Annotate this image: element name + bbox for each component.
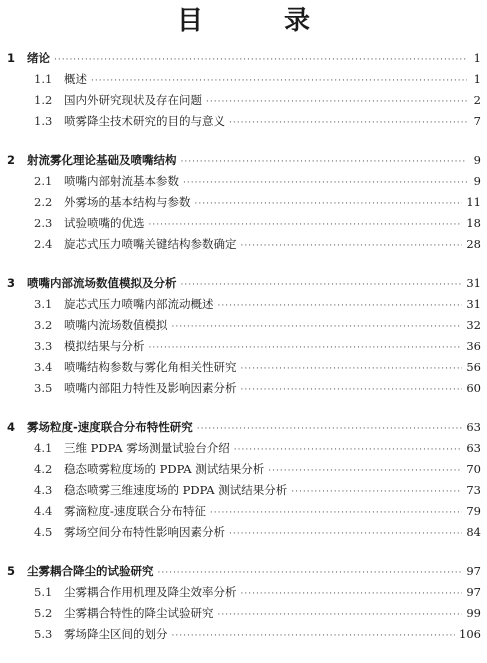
page-number: 1 <box>473 51 481 65</box>
section-entry[interactable] <box>0 480 487 501</box>
dot-leader <box>241 236 463 257</box>
page-number: 31 <box>466 297 481 311</box>
chapter-block <box>0 561 487 645</box>
section-title: 尘雾耦合特性的降尘试验研究 <box>64 606 214 620</box>
page-number: 97 <box>466 585 481 599</box>
chapter-number: 4 <box>7 420 16 434</box>
section-entry[interactable] <box>0 459 487 480</box>
dot-leader <box>54 50 467 71</box>
dot-leader <box>181 152 468 173</box>
page-number: 70 <box>466 462 481 476</box>
section-title: 稳态喷雾粒度场的 PDPA 测试结果分析 <box>64 462 265 476</box>
section-title: 喷嘴内部射流基本参数 <box>64 174 179 188</box>
chapter-number: 2 <box>7 153 16 167</box>
section-entry[interactable] <box>0 171 487 192</box>
chapter-title: 喷嘴内部流场数值模拟及分析 <box>27 276 177 290</box>
page-number: 9 <box>473 153 481 167</box>
section-title: 三维 PDPA 雾场测量试验台介绍 <box>64 441 230 455</box>
page-number: 106 <box>459 627 481 641</box>
chapter-entry[interactable] <box>0 561 487 582</box>
page-number: 32 <box>466 318 481 332</box>
chapter-number: 5 <box>7 564 16 578</box>
section-number: 2.4 <box>34 237 53 251</box>
dot-leader <box>206 92 467 113</box>
chapter-block <box>0 150 487 255</box>
table-of-contents <box>0 48 487 663</box>
section-number: 2.3 <box>34 216 53 230</box>
section-number: 5.1 <box>34 585 53 599</box>
chapter-entry[interactable] <box>0 48 487 69</box>
dot-leader <box>158 563 463 584</box>
dot-leader <box>234 440 463 461</box>
section-number: 3.1 <box>34 297 53 311</box>
section-number: 1.1 <box>34 72 53 86</box>
section-title: 稳态喷雾三维速度场的 PDPA 测试结果分析 <box>64 483 288 497</box>
dot-leader <box>210 503 462 524</box>
section-number: 1.2 <box>34 93 53 107</box>
section-title: 概述 <box>64 72 87 86</box>
section-title: 试验喷嘴的优选 <box>64 216 145 230</box>
section-number: 4.5 <box>34 525 53 539</box>
dot-leader <box>218 296 463 317</box>
section-entry[interactable] <box>0 192 487 213</box>
page-number: 36 <box>466 339 481 353</box>
page-number: 1 <box>473 72 481 86</box>
section-entry[interactable] <box>0 522 487 543</box>
dot-leader <box>241 380 463 401</box>
dot-leader <box>241 584 463 605</box>
section-title: 模拟结果与分析 <box>64 339 145 353</box>
section-entry[interactable] <box>0 378 487 399</box>
section-entry[interactable] <box>0 501 487 522</box>
page-number: 28 <box>466 237 481 251</box>
chapter-number: 3 <box>7 276 16 290</box>
dot-leader <box>229 113 467 134</box>
section-entry[interactable] <box>0 234 487 255</box>
section-title: 国内外研究现状及存在问题 <box>64 93 202 107</box>
dot-leader <box>268 461 462 482</box>
dot-leader <box>195 194 463 215</box>
page-number: 2 <box>473 93 481 107</box>
section-title: 尘雾耦合作用机理及降尘效率分析 <box>64 585 237 599</box>
section-title: 外雾场的基本结构与参数 <box>64 195 191 209</box>
chapter-entry[interactable] <box>0 417 487 438</box>
page-number: 79 <box>466 504 481 518</box>
section-title: 喷嘴内流场数值模拟 <box>64 318 168 332</box>
section-title: 喷嘴结构参数与雾化角相关性研究 <box>64 360 237 374</box>
section-title: 雾场空间分布特性影响因素分析 <box>64 525 225 539</box>
section-entry[interactable] <box>0 357 487 378</box>
dot-leader <box>229 524 462 545</box>
chapter-entry[interactable] <box>0 273 487 294</box>
section-title: 喷嘴内部阻力特性及影响因素分析 <box>64 381 237 395</box>
section-number: 2.2 <box>34 195 53 209</box>
page-number: 18 <box>466 216 481 230</box>
page-number: 63 <box>466 420 481 434</box>
dot-leader <box>218 605 463 626</box>
dot-leader <box>291 482 462 503</box>
dot-leader <box>172 317 463 338</box>
section-number: 1.3 <box>34 114 53 128</box>
page-number: 99 <box>466 606 481 620</box>
page-number: 9 <box>473 174 481 188</box>
page-number: 7 <box>473 114 481 128</box>
section-number: 5.3 <box>34 627 53 641</box>
page-number: 31 <box>466 276 481 290</box>
section-title: 喷雾降尘技术研究的目的与意义 <box>64 114 225 128</box>
section-entry[interactable] <box>0 213 487 234</box>
page-number: 60 <box>466 381 481 395</box>
dot-leader <box>241 359 463 380</box>
section-entry[interactable] <box>0 582 487 603</box>
section-title: 旋芯式压力喷嘴关键结构参数确定 <box>64 237 237 251</box>
chapter-title: 绪论 <box>27 51 50 65</box>
section-title: 旋芯式压力喷嘴内部流动概述 <box>64 297 214 311</box>
chapter-title: 雾场粒度-速度联合分布特性研究 <box>27 420 193 434</box>
section-number: 2.1 <box>34 174 53 188</box>
section-number: 3.2 <box>34 318 53 332</box>
section-title: 雾滴粒度-速度联合分布特征 <box>64 504 206 518</box>
chapter-title: 尘雾耦合降尘的试验研究 <box>27 564 154 578</box>
chapter-block <box>0 48 487 132</box>
chapter-entry[interactable] <box>0 150 487 171</box>
dot-leader <box>149 215 463 236</box>
section-number: 4.3 <box>34 483 53 497</box>
dot-leader <box>183 173 467 194</box>
page-number: 11 <box>466 195 481 209</box>
chapter-block <box>0 273 487 399</box>
section-entry[interactable] <box>0 69 487 90</box>
page-number: 97 <box>466 564 481 578</box>
section-entry[interactable] <box>0 438 487 459</box>
section-entry[interactable] <box>0 603 487 624</box>
section-entry[interactable] <box>0 624 487 645</box>
dot-leader <box>181 275 463 296</box>
section-number: 3.5 <box>34 381 53 395</box>
page-number: 73 <box>466 483 481 497</box>
section-number: 3.4 <box>34 360 53 374</box>
dot-leader <box>172 626 456 647</box>
chapter-number: 1 <box>7 51 16 65</box>
page-number: 56 <box>466 360 481 374</box>
dot-leader <box>149 338 463 359</box>
section-number: 3.3 <box>34 339 53 353</box>
page-title: 目 录 <box>176 6 347 36</box>
section-number: 4.2 <box>34 462 53 476</box>
section-number: 4.4 <box>34 504 53 518</box>
chapter-title: 射流雾化理论基础及喷嘴结构 <box>27 153 177 167</box>
page-number: 84 <box>466 525 481 539</box>
section-entry[interactable] <box>0 90 487 111</box>
section-entry[interactable] <box>0 294 487 315</box>
dot-leader <box>197 419 463 440</box>
section-title: 雾场降尘区间的划分 <box>64 627 168 641</box>
section-entry[interactable] <box>0 111 487 132</box>
page-number: 63 <box>466 441 481 455</box>
chapter-block <box>0 417 487 543</box>
section-number: 4.1 <box>34 441 53 455</box>
dot-leader <box>91 71 467 92</box>
section-entry[interactable] <box>0 315 487 336</box>
section-number: 5.2 <box>34 606 53 620</box>
section-entry[interactable] <box>0 336 487 357</box>
